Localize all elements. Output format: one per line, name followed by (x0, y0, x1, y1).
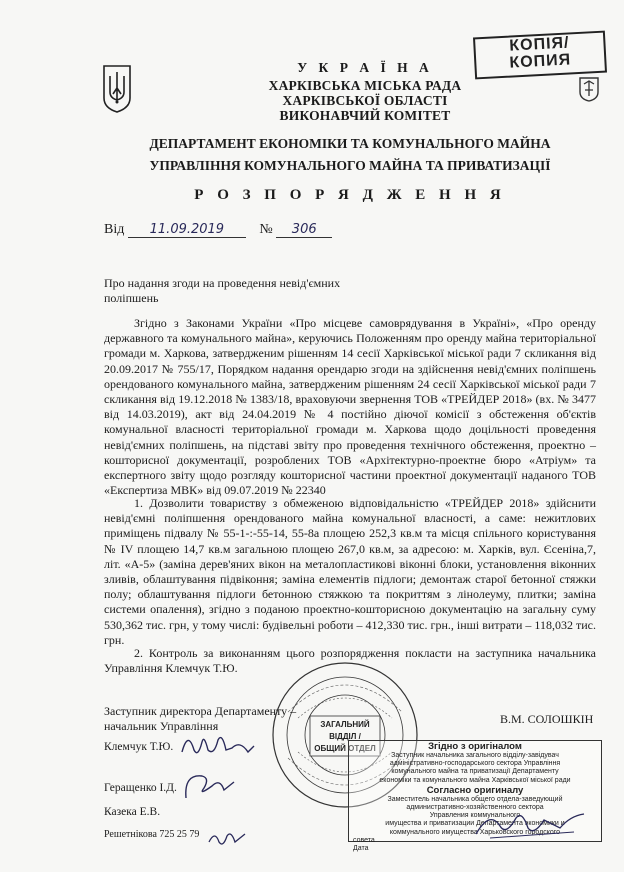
certified-stamp-line10: имущества и приватизации Департамента экономики и (385, 820, 565, 828)
certified-stamp-line5: економіки та комунального майна Харківської міської ради (379, 776, 571, 784)
country-heading: У К Р А Ї Н А (297, 60, 433, 75)
copy-stamp-line1: КОПІЯ/ (508, 34, 570, 55)
signature-certifier (470, 806, 590, 842)
document-subject: Про надання згоди на проведення невід'ємних поліпшень (104, 276, 341, 305)
certified-stamp-line12: совета (353, 836, 375, 844)
preamble-paragraph (104, 316, 596, 498)
document-number: 306 (276, 222, 332, 238)
committee-heading: ВИКОНАВЧИЙ КОМІТЕТ (279, 108, 451, 123)
signature-reshetnikova (205, 826, 249, 850)
signature-klemchuk (178, 728, 258, 762)
certified-stamp-line9: Управления коммунального (429, 812, 521, 820)
signatory-title-line1: Заступник директора Департаменту – (104, 704, 297, 718)
certified-stamp-line7: Заместитель начальника общего отдела-заведующий (387, 795, 563, 803)
city-emblem-icon (578, 76, 600, 102)
from-label: Від (104, 222, 125, 237)
signatory-name: В.М. СОЛОШКІН (500, 712, 594, 726)
certified-stamp-date-label: Дата (353, 845, 369, 853)
round-stamp-line1: ЗАГАЛЬНИЙ (320, 720, 370, 729)
clause-1-paragraph (104, 496, 596, 648)
approver-klemchuk: Клемчук Т.Ю. (104, 741, 174, 753)
document-date: 11.09.2019 (128, 222, 246, 238)
coat-of-arms-icon (101, 64, 133, 114)
certified-stamp-line4: комунального майна та приватизації Департаменту (391, 768, 559, 776)
clause-1-text: 1. Дозволити товариству з обмеженою відповідальністю «ТРЕЙДЕР 2018» здійснити невід'ємні поліпшення орендованого майна комунальної власності, а саме: нежитлових приміщень підвалу № 55-1-:-55-14, 55-8а площею 252,3 кв.м та місця спільного користування № ІV площею 14,7 кв.м загальною площею 267,0 кв.м, за адресою: м. Харків, вул. Єсеніна,7, літ. «А-5» (заміна дерев'яних вікон на металопластикові віконні блоки, установлення віконних зливів, облаштування підвіконня; заміна елементів підлоги; демонтаж старої бетонної стяжки полу; облаштування підлоги бетонною стяжкою та покриттям з лінолеуму, плитки; заміна системи опалення), згідно з поданою проектно-кошторисною документацію на загальну суму 530,362 тис. грн, у тому числі: будівельні роботи – 412,330 тис. грн., інші витрати – 118,032 тис. грн. (104, 496, 596, 647)
round-stamp-line2: ВІДДІЛ / (329, 732, 361, 741)
certified-stamp-line8: административно-хозяйственного сектора (406, 804, 544, 812)
region-heading: ХАРКІВСЬКОЇ ОБЛАСТІ (282, 93, 448, 108)
preamble-text: Згідно з Законами України «Про місцеве самоврядування в Україні», «Про оренду державного та комунального майна», керуючись Положенням про оренду майна територіальної громади м. Харкова, затвердженим рішенням 14 сесії Харківської міської ради 7 скликання від 20.09.2017 № 755/17, Порядком надання орендарю згоди на здійснення невід'ємних поліпшень орендованого комунального майна, затвердженим рішенням 24 сесії Харківської міської ради 7 скликання від 19.12.2018 № 1383/18, враховуючи звернення ТОВ «ТРЕЙДЕР 2018» (вх. № 3477 від 14.03.2019), акт від 24.04.2019 № 4 постійно діючої комісії з обстеження об'єктів комунальної власності територіальної громади м. Харкова щодо доцільності проведення невід'ємних поліпшень, на підставі звіту про проведення технічного обстеження, проектно – кошторисної документації, розроблених ТОВ «Архітектурно-проектне бюро «Атріум» та експертного звіту щодо розгляду кошторисної частини проектної документації наданого ТОВ «Експертиза МВК» від 09.07.2019 № 22340 (104, 316, 596, 498)
signature-gerashchenko (180, 768, 240, 804)
signatory-title-line2: начальник Управління (104, 719, 219, 733)
department-heading: ДЕПАРТАМЕНТ ЕКОНОМІКИ ТА КОМУНАЛЬНОГО МАЙНА (149, 136, 551, 151)
management-heading: УПРАВЛІННЯ КОМУНАЛЬНОГО МАЙНА ТА ПРИВАТИЗАЦІЇ (149, 158, 551, 173)
approver-gerashchenko: Геращенко І.Д. (104, 782, 177, 794)
approver-kazeka: Казека Е.В. (104, 806, 161, 818)
certified-stamp-line3: адміністративно-господарського сектора Управління (389, 760, 561, 768)
document-type-heading: Р О З П О Р Я Д Ж Е Н Н Я (194, 187, 506, 203)
certified-stamp-line1: Згідно з оригіналом (428, 741, 522, 752)
council-heading: ХАРКІВСЬКА МІСЬКА РАДА (268, 78, 462, 93)
copy-stamp-line2: КОПИЯ (509, 51, 572, 72)
date-number-row (104, 222, 332, 238)
certified-stamp-line2: Заступник начальника загального відділу-завідувач (391, 752, 559, 759)
certified-stamp-line6: Согласно оригиналу (426, 784, 524, 796)
number-label: № (259, 222, 273, 237)
certified-stamp-line11: коммунального имущества Харьковского городского (389, 828, 561, 836)
round-stamp-line3: ОБЩИЙ ОТДЕЛ (314, 744, 376, 753)
clause-2-text: 2. Контроль за виконанням цього розпорядження покласти на заступника начальника Управління Клемчук Т.Ю. (104, 646, 596, 676)
executor-reshetnikova: Решетнікова 725 25 79 (104, 829, 200, 840)
